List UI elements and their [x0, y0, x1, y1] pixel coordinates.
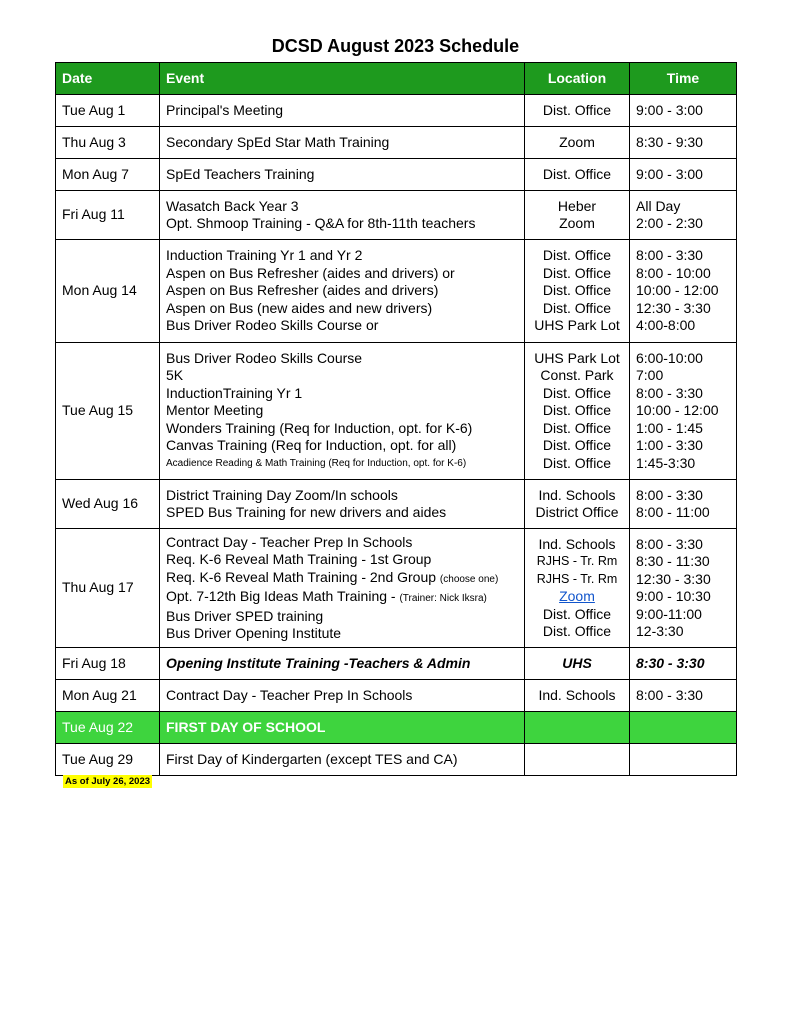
row-date: Thu Aug 3	[56, 127, 160, 159]
row-date: Tue Aug 22	[56, 712, 160, 744]
time-line: 12:30 - 3:30	[636, 570, 711, 587]
table-row	[56, 240, 737, 343]
row-date: Tue Aug 15	[56, 343, 160, 480]
time-line: 6:00-10:00	[636, 349, 703, 366]
location-line: Ind. Schools	[538, 486, 616, 503]
location-line: Dist. Office	[542, 437, 612, 454]
time-line: 7:00	[636, 367, 664, 384]
row-date: Tue Aug 29	[56, 744, 160, 776]
row-time	[630, 648, 737, 680]
time-line: 8:00 - 3:30	[636, 247, 703, 264]
time-line: 8:30 - 11:30	[636, 553, 710, 569]
time-line: All Day	[636, 197, 681, 214]
time-line: 1:00 - 1:45	[636, 419, 703, 436]
row-date: Tue Aug 1	[56, 95, 160, 127]
row-location	[525, 343, 630, 480]
row-location	[525, 648, 630, 680]
location-line: Dist. Office	[542, 282, 612, 299]
time-line: 8:00 - 3:30	[636, 686, 703, 703]
table-row	[56, 680, 737, 712]
time-line: 12:30 - 3:30	[636, 299, 711, 316]
location-line: Dist. Office	[542, 247, 612, 264]
row-time	[630, 127, 737, 159]
time-line: 10:00 - 12:00	[636, 282, 719, 299]
row-date: Mon Aug 7	[56, 159, 160, 191]
event-line	[166, 569, 518, 589]
event-line: Aspen on Bus Refresher (aides and drivers)	[166, 282, 439, 299]
event-line: Req. K-6 Reveal Math Training - 1st Group	[166, 551, 432, 567]
row-date: Fri Aug 11	[56, 191, 160, 240]
row-location	[525, 480, 630, 529]
row-time	[630, 744, 737, 776]
row-event	[160, 95, 525, 127]
row-time	[630, 343, 737, 480]
event-line: Mentor Meeting	[166, 402, 264, 419]
row-time	[630, 712, 737, 744]
row-date: Mon Aug 14	[56, 240, 160, 343]
location-line: UHS Park Lot	[534, 349, 620, 366]
row-date: Mon Aug 21	[56, 680, 160, 712]
trainer-note: (Trainer: Nick Iksra)	[399, 593, 487, 604]
event-line: Contract Day - Teacher Prep In Schools	[166, 686, 413, 703]
row-location	[525, 712, 630, 744]
event-line: Wonders Training (Req for Induction, opt. for K-6)	[166, 419, 473, 436]
location-line: Dist. Office	[542, 623, 612, 639]
header-time: Time	[630, 63, 737, 95]
row-event	[160, 159, 525, 191]
event-line: Bus Driver Rodeo Skills Course or	[166, 317, 379, 334]
location-line: Dist. Office	[542, 165, 612, 182]
table-row	[56, 480, 737, 529]
row-time	[630, 159, 737, 191]
time-line: 8:00 - 3:30	[636, 486, 703, 503]
choose-one-note: (choose one)	[439, 573, 499, 585]
header-location: Location	[525, 63, 630, 95]
row-event	[160, 744, 525, 776]
event-line: Acadience Reading & Math Training (Req for Induction, opt. for K-6)	[166, 457, 467, 469]
event-line: Opt. Shmoop Training - Q&A for 8th-11th teachers	[166, 215, 476, 231]
table-header-row	[56, 63, 737, 95]
event-line: Wasatch Back Year 3	[166, 197, 299, 214]
row-location	[525, 744, 630, 776]
location-line: Dist. Office	[542, 264, 612, 281]
row-date: Thu Aug 17	[56, 529, 160, 648]
row-time	[630, 480, 737, 529]
row-location	[525, 159, 630, 191]
event-line: SpEd Teachers Training	[166, 165, 315, 182]
location-line: Dist. Office	[542, 101, 612, 118]
zoom-link[interactable]: Zoom	[559, 588, 595, 604]
row-time	[630, 680, 737, 712]
row-event	[160, 343, 525, 480]
location-line: Dist. Office	[542, 454, 612, 471]
row-event	[160, 191, 525, 240]
as-of-note: As of July 26, 2023	[65, 776, 151, 787]
row-date: Wed Aug 16	[56, 480, 160, 529]
row-time	[630, 191, 737, 240]
table-row	[56, 127, 737, 159]
event-line: Canvas Training (Req for Induction, opt. for all)	[166, 437, 457, 454]
row-time	[630, 240, 737, 343]
event-line: FIRST DAY OF SCHOOL	[166, 718, 326, 735]
location-line: Ind. Schools	[538, 686, 616, 703]
location-line: Ind. Schools	[538, 535, 616, 552]
table-row	[56, 159, 737, 191]
row-time	[630, 95, 737, 127]
event-line: SPED Bus Training for new drivers and aides	[166, 504, 447, 520]
event-line: Principal's Meeting	[166, 101, 284, 118]
event-line: 5K	[166, 367, 184, 384]
event-line: Bus Driver SPED training	[166, 607, 324, 624]
time-line: 8:00 - 3:30	[636, 384, 703, 401]
time-line: 9:00 - 3:00	[636, 165, 703, 182]
schedule-table	[55, 62, 737, 776]
location-line: Dist. Office	[542, 299, 612, 316]
event-line	[166, 588, 518, 608]
location-line: UHS	[562, 654, 592, 671]
location-line: Zoom	[559, 133, 595, 150]
table-row	[56, 648, 737, 680]
time-line: 9:00 - 10:30	[636, 588, 711, 604]
row-event	[160, 480, 525, 529]
row-location	[525, 95, 630, 127]
table-row	[56, 744, 737, 776]
time-line: 12-3:30	[636, 623, 684, 639]
row-location	[525, 240, 630, 343]
time-line: 4:00-8:00	[636, 317, 696, 334]
row-time	[630, 529, 737, 648]
event-line: Bus Driver Rodeo Skills Course	[166, 349, 363, 366]
row-event	[160, 680, 525, 712]
event-line: Aspen on Bus Refresher (aides and drivers) or	[166, 264, 455, 281]
time-line: 8:30 - 3:30	[636, 654, 705, 671]
row-location	[525, 680, 630, 712]
time-line: 10:00 - 12:00	[636, 402, 719, 419]
location-line: RJHS - Tr. Rm	[536, 571, 618, 586]
row-location	[525, 191, 630, 240]
location-line: Dist. Office	[542, 605, 612, 622]
event-line: Secondary SpEd Star Math Training	[166, 133, 390, 150]
row-location	[525, 127, 630, 159]
event-line: First Day of Kindergarten (except TES and CA)	[166, 750, 458, 767]
row-location	[525, 529, 630, 648]
event-line: Opening Institute Training -Teachers & Admin	[166, 654, 471, 671]
location-line: UHS Park Lot	[534, 317, 620, 334]
event-line: InductionTraining Yr 1	[166, 384, 303, 401]
row-date: Fri Aug 18	[56, 648, 160, 680]
table-row	[56, 191, 737, 240]
location-line: Heber	[557, 197, 597, 214]
location-line: District Office	[535, 504, 619, 520]
event-line: Aspen on Bus (new aides and new drivers)	[166, 299, 433, 316]
event-text: Req. K-6 Reveal Math Training - 2nd Group	[166, 568, 437, 585]
time-line: 8:00 - 10:00	[636, 264, 711, 281]
page-title: DCSD August 2023 Schedule	[271, 36, 520, 56]
location-line: Zoom	[559, 215, 595, 231]
location-line: RJHS - Tr. Rm	[536, 554, 618, 568]
header-date: Date	[56, 63, 160, 95]
location-line: Dist. Office	[542, 419, 612, 436]
time-line: 9:00-11:00	[636, 605, 702, 622]
event-line: Bus Driver Opening Institute	[166, 625, 342, 641]
table-row-highlight	[56, 712, 737, 744]
time-line: 1:45-3:30	[636, 454, 696, 471]
row-event	[160, 529, 525, 648]
time-line: 9:00 - 3:00	[636, 101, 703, 118]
event-line: Induction Training Yr 1 and Yr 2	[166, 247, 363, 264]
event-text: Opt. 7-12th Big Ideas Math Training -	[166, 588, 400, 604]
time-line: 8:30 - 9:30	[636, 133, 703, 150]
time-line: 8:00 - 11:00	[636, 504, 710, 520]
row-event	[160, 712, 525, 744]
location-line: Dist. Office	[542, 384, 612, 401]
table-row	[56, 529, 737, 648]
location-line: Const. Park	[540, 367, 614, 384]
time-line: 8:00 - 3:30	[636, 535, 703, 552]
header-event: Event	[160, 63, 525, 95]
table-row	[56, 95, 737, 127]
row-event	[160, 648, 525, 680]
location-line	[531, 588, 623, 606]
event-line: District Training Day Zoom/In schools	[166, 486, 398, 503]
table-row	[56, 343, 737, 480]
row-event	[160, 240, 525, 343]
row-event	[160, 127, 525, 159]
time-line: 2:00 - 2:30	[636, 215, 703, 231]
event-line: Contract Day - Teacher Prep In Schools	[166, 533, 413, 550]
time-line: 1:00 - 3:30	[636, 437, 703, 454]
location-line: Dist. Office	[542, 402, 612, 419]
